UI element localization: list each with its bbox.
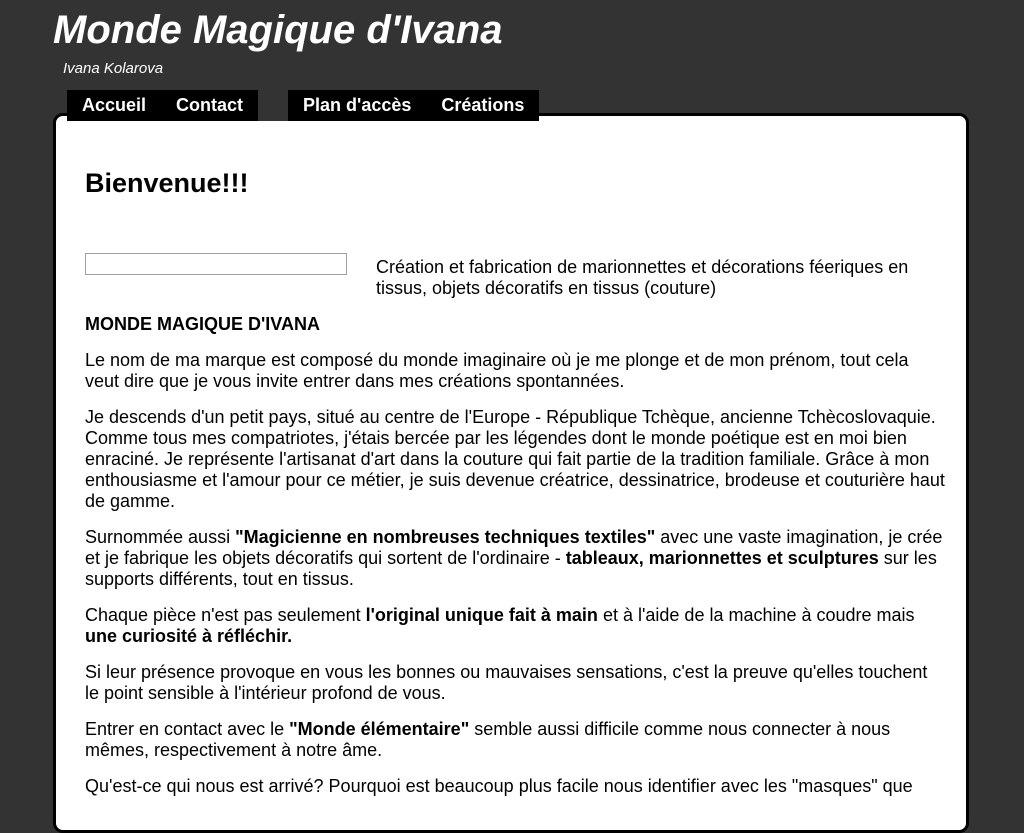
site-title: Monde Magique d'Ivana bbox=[53, 8, 503, 52]
image-placeholder bbox=[85, 253, 347, 275]
paragraph-question: Qu'est-ce qui nous est arrivé? Pourquoi est beaucoup plus facile nous identifier avec les "masques" que bbox=[85, 776, 913, 796]
nav-item-contact[interactable]: Contact bbox=[161, 90, 258, 121]
nav-item-accueil[interactable]: Accueil bbox=[67, 90, 161, 121]
paragraph-unique-piece: Chaque pièce n'est pas seulement l'original unique fait à main et à l'aide de la machine à coudre mais une curiosité à réfléchir. bbox=[85, 605, 915, 646]
paragraph-elementary-world: Entrer en contact avec le "Monde élémentaire" semble aussi difficile comme nous connecter à nous mêmes, respectivement à notre âme. bbox=[85, 719, 891, 760]
article-body bbox=[85, 314, 945, 812]
paragraph-sensations: Si leur présence provoque en vous les bonnes ou mauvaises sensations, c'est la preuve qu'elles touchent le point sensible à l'intérieur profond de vous. bbox=[85, 662, 928, 703]
paragraph-origin: Je descends d'un petit pays, situé au centre de l'Europe - République Tchèque, ancienne Tchècoslovaquie. Comme tous mes compatriotes, j'étais bercée par les légendes dont le monde poétique est en moi bien enraciné. Je représente l'artisanat d'art dans la couture qui fait partie de la tradition familiale. Grâce à mon enthousiasme et l'amour pour ce métier, je suis devenue créatrice, dessinatrice, brodeuse et couturière haut de gamme. bbox=[85, 407, 945, 511]
brand-heading: MONDE MAGIQUE D'IVANA bbox=[85, 314, 320, 334]
paragraph-nickname: Surnommée aussi "Magicienne en nombreuses techniques textiles" avec une vaste imagination, je crée et je fabrique les objets décoratifs qui sortent de l'ordinaire - tableaux, marionnettes et sculptures sur les supports différents, tout en tissus. bbox=[85, 527, 943, 589]
main-nav bbox=[67, 90, 539, 121]
nav-separator bbox=[258, 100, 288, 121]
site-author: Ivana Kolarova bbox=[63, 60, 164, 77]
nav-item-creations[interactable]: Créations bbox=[426, 90, 539, 121]
nav-item-plan-acces[interactable]: Plan d'accès bbox=[288, 90, 426, 121]
paragraph-brand-name: Le nom de ma marque est composé du monde imaginaire où je me plonge et de mon prénom, tout cela veut dire que je vous invite entrer dans mes créations spontannées. bbox=[85, 350, 909, 391]
page-heading: Bienvenue!!! bbox=[85, 168, 249, 198]
intro-text: Création et fabrication de marionnettes et décorations féeriques en tissus, objets décoratifs en tissus (couture) bbox=[376, 257, 909, 298]
